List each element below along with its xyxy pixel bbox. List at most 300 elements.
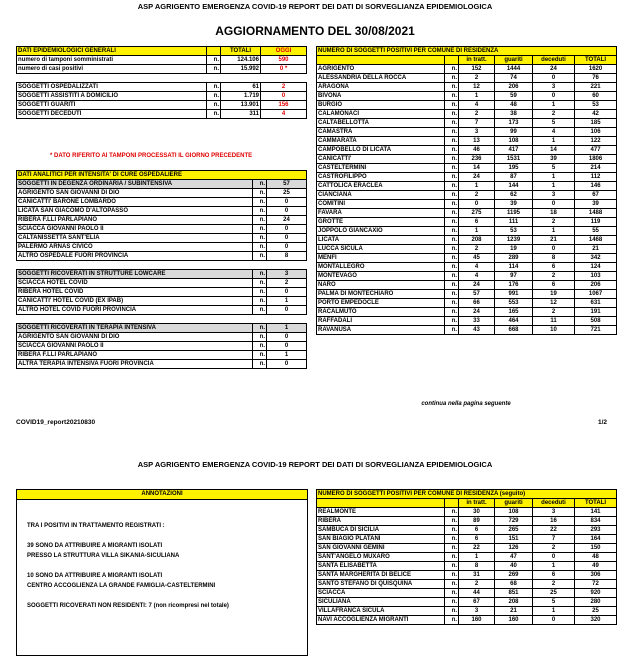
in-trattamento: 24 [459,173,495,182]
row-unit: n. [445,182,459,191]
in-trattamento: 160 [459,616,495,625]
in-trattamento: 24 [459,308,495,317]
row-unit: n. [445,74,459,83]
totali: 25 [575,607,617,616]
row-unit: n. [253,198,267,207]
row-unit: n. [445,218,459,227]
in-trattamento: 6 [459,535,495,544]
totali: 122 [575,137,617,146]
guariti: 1239 [495,236,533,245]
guariti: 53 [495,227,533,236]
guariti: 114 [495,263,533,272]
hospital-row [17,243,307,252]
deceduti: 3 [533,191,575,200]
totali: 1806 [575,155,617,164]
hospital-row [17,225,307,234]
column-header: TOTALI [575,56,617,65]
general-title: DATI EPIDEMIOLOGICI GENERALI [17,47,207,56]
row-unit: n. [445,535,459,544]
totali: 150 [575,544,617,553]
comune-name: NARO [317,281,445,290]
in-trattamento: 30 [459,508,495,517]
deceduti: 4 [533,128,575,137]
guariti: 1195 [495,209,533,218]
hospital-label: SCIACCA GIOVANNI PAOLO II [17,342,253,351]
row-unit: n. [445,571,459,580]
general-row [17,92,307,101]
comune-name: SCIACCA [317,589,445,598]
guariti: 151 [495,535,533,544]
deceduti: 0 [533,553,575,562]
comune-name: BURGIO [317,101,445,110]
totali: 48 [575,553,617,562]
general-footnote: * DATO RIFERITO AI TAMPONI PROCESSATI IL GIORNO PRECEDENTE [50,153,253,159]
comune-row [317,110,617,119]
hospital-row [17,234,307,243]
deceduti: 8 [533,254,575,263]
row-unit: n. [253,333,267,342]
in-trattamento: 66 [459,299,495,308]
row-value: 25 [267,189,307,198]
page1-header: ASP AGRIGENTO EMERGENZA COVID-19 REPORT DEI DATI DI SORVEGLIANZA EPIDEMIOLOGICA [137,2,493,11]
continua-note: continua nella pagina seguente [421,401,511,407]
comune-row [317,209,617,218]
totali: 141 [575,508,617,517]
guariti: 553 [495,299,533,308]
comune-name: ALESSANDRIA DELLA ROCCA [317,74,445,83]
deceduti: 5 [533,598,575,607]
row-unit: n. [445,272,459,281]
deceduti: 24 [533,65,575,74]
guariti: 97 [495,272,533,281]
row-unit: n. [445,200,459,209]
totali: 721 [575,326,617,335]
deceduti: 19 [533,290,575,299]
comune-name: CAMASTRA [317,128,445,137]
in-trattamento: 45 [459,254,495,263]
row-unit: n. [253,252,267,261]
row-total: 15.992 [221,65,261,74]
totali: 60 [575,92,617,101]
hospital-row [17,252,307,261]
totali: 112 [575,173,617,182]
deceduti: 14 [533,146,575,155]
comune-row [317,200,617,209]
analytic-title: DATI ANALITICI PER INTENSITA' DI CURE OSPEDALIERE [17,171,307,180]
comune-name: RIBERA [317,517,445,526]
guariti: 289 [495,254,533,263]
row-unit: n. [445,128,459,137]
column-header: guariti [495,499,533,508]
in-trattamento: 2 [459,110,495,119]
in-trattamento: 6 [459,526,495,535]
totali: 320 [575,616,617,625]
totali: 1488 [575,209,617,218]
totali: 1620 [575,65,617,74]
comune-row [317,218,617,227]
totali: 67 [575,191,617,200]
deceduti: 21 [533,236,575,245]
row-unit: n. [253,342,267,351]
row-unit: n. [207,56,221,65]
hospital-label: CANICATTI' BARONE LOMBARDO [17,198,253,207]
hospital-label: CALTANISSETTA SANT'ELIA [17,234,253,243]
in-trattamento: 44 [459,589,495,598]
totali: 49 [575,562,617,571]
totali: 221 [575,83,617,92]
comune-name: SAMBUCA DI SICILIA [317,526,445,535]
comuni-title-p1: NUMERO DI SOGGETTI POSITIVI PER COMUNE DI RESIDENZA [317,47,617,56]
in-trattamento: 12 [459,83,495,92]
annotazione-line: SOGGETTI RICOVERATI NON RESIDENTI: 7 (non ricompresi nel totale) [27,603,229,609]
guariti: 62 [495,191,533,200]
guariti: 39 [495,200,533,209]
deceduti: 25 [533,589,575,598]
general-row [17,83,307,92]
comune-row [317,290,617,299]
totali: 477 [575,146,617,155]
analytic-table [16,170,307,369]
comune-name: GROTTE [317,218,445,227]
comune-name: SAN GIOVANNI GEMINI [317,544,445,553]
guariti: 668 [495,326,533,335]
deceduti: 22 [533,526,575,535]
comune-row [317,119,617,128]
totali: 42 [575,110,617,119]
general-row [17,65,307,74]
comune-row [317,74,617,83]
guariti: 851 [495,589,533,598]
row-unit: n. [253,288,267,297]
totali: 342 [575,254,617,263]
footer-left: COVID19_report20210830 [16,419,96,426]
row-value: 1 [267,324,307,333]
comune-name: MENFI [317,254,445,263]
row-unit: n. [253,207,267,216]
row-total: 13.901 [221,101,261,110]
hospital-label: ALTRA TERAPIA INTENSIVA FUORI PROVINCIA [17,360,253,369]
comune-row [317,598,617,607]
row-unit: n. [445,146,459,155]
guariti: 74 [495,74,533,83]
comune-row [317,571,617,580]
row-unit: n. [253,243,267,252]
comune-row [317,607,617,616]
comune-row [317,137,617,146]
comune-name: LUCCA SICULA [317,245,445,254]
in-trattamento: 7 [459,119,495,128]
row-unit: n. [445,299,459,308]
row-unit: n. [445,562,459,571]
row-unit: n. [445,598,459,607]
hospital-row [17,351,307,360]
hospital-row [17,189,307,198]
row-total: 124.106 [221,56,261,65]
comune-name: SAN BIAGIO PLATANI [317,535,445,544]
deceduti: 5 [533,119,575,128]
guariti: 21 [495,607,533,616]
in-trattamento: 31 [459,571,495,580]
comune-row [317,83,617,92]
deceduti: 3 [533,83,575,92]
comune-row [317,526,617,535]
row-unit: n. [253,279,267,288]
guariti: 126 [495,544,533,553]
deceduti: 0 [533,616,575,625]
in-trattamento: 67 [459,598,495,607]
section-header-row [17,180,307,189]
comune-row [317,191,617,200]
row-unit: n. [253,360,267,369]
comune-row [317,236,617,245]
in-trattamento: 1 [459,553,495,562]
comune-row [317,317,617,326]
in-trattamento: 14 [459,164,495,173]
annotazione-line: TRA I POSITIVI IN TRATTAMENTO REGISTRATI : [27,523,165,529]
totali: 119 [575,218,617,227]
row-unit: n. [253,189,267,198]
hospital-label: ALTRO OSPEDALE FUORI PROVINCIA [17,252,253,261]
guariti: 206 [495,83,533,92]
in-trattamento: 43 [459,326,495,335]
comune-row [317,263,617,272]
row-unit: n. [207,65,221,74]
hospital-row [17,216,307,225]
row-oggi: 0 * [261,65,307,74]
row-unit: n. [445,317,459,326]
comune-name: SANTA ELISABETTA [317,562,445,571]
row-label: SOGGETTI GUARITI [17,101,207,110]
comune-name: JOPPOLO GIANCAXIO [317,227,445,236]
guariti: 269 [495,571,533,580]
comune-name: MONTEVAGO [317,272,445,281]
comune-name: CANICATTI' [317,155,445,164]
row-unit: n. [253,351,267,360]
row-value: 0 [267,198,307,207]
hospital-row [17,198,307,207]
row-unit: n. [445,616,459,625]
totali: 293 [575,526,617,535]
comune-name: BIVONA [317,92,445,101]
in-trattamento: 152 [459,65,495,74]
totali: 164 [575,535,617,544]
deceduti: 0 [533,200,575,209]
comune-name: CALTABELLOTTA [317,119,445,128]
totali: 214 [575,164,617,173]
comune-row [317,616,617,625]
annotazione-line: 39 SONO DA ATTRIBUIRE A MIGRANTI ISOLATI [27,543,163,549]
guariti: 173 [495,119,533,128]
guariti: 165 [495,308,533,317]
deceduti: 1 [533,182,575,191]
row-oggi: 590 [261,56,307,65]
row-unit: n. [253,234,267,243]
row-unit: n. [207,101,221,110]
comune-name: NAVI ACCOGLIENZA MIGRANTI [317,616,445,625]
row-unit: n. [445,155,459,164]
row-unit: n. [445,164,459,173]
hospital-row [17,279,307,288]
comune-row [317,128,617,137]
hospital-label: AGRIGENTO SAN GIOVANNI DI DIO [17,333,253,342]
row-value: 0 [267,342,307,351]
annotazione-line: 10 SONO DA ATTRIBUIRE A MIGRANTI ISOLATI [27,573,163,579]
guariti: 1531 [495,155,533,164]
row-unit: n. [445,290,459,299]
in-trattamento: 33 [459,317,495,326]
deceduti: 0 [533,92,575,101]
deceduti: 11 [533,317,575,326]
totali: 124 [575,263,617,272]
in-trattamento: 89 [459,517,495,526]
deceduti: 1 [533,607,575,616]
comune-row [317,535,617,544]
deceduti: 1 [533,173,575,182]
hospital-label: SOGGETTI RICOVERATI IN TERAPIA INTENSIVA [17,324,253,333]
comune-row [317,553,617,562]
general-row [17,56,307,65]
totali: 280 [575,598,617,607]
comune-row [317,65,617,74]
guariti: 48 [495,101,533,110]
in-trattamento: 2 [459,191,495,200]
totali: 103 [575,272,617,281]
hospital-label: RIBERA F.LLI PARLAPIANO [17,216,253,225]
guariti: 38 [495,110,533,119]
deceduti: 2 [533,308,575,317]
row-unit: n. [445,209,459,218]
comune-name: RAFFADALI [317,317,445,326]
row-unit: n. [445,607,459,616]
guariti: 160 [495,616,533,625]
in-trattamento: 3 [459,607,495,616]
comune-name: CIANCIANA [317,191,445,200]
comune-name: VILLAFRANCA SICULA [317,607,445,616]
deceduti: 1 [533,137,575,146]
comune-row [317,544,617,553]
deceduti: 1 [533,562,575,571]
deceduti: 10 [533,326,575,335]
row-value: 0 [267,234,307,243]
row-value: 1 [267,351,307,360]
deceduti: 2 [533,580,575,589]
guariti: 729 [495,517,533,526]
row-unit: n. [207,92,221,101]
comune-name: RACALMUTO [317,308,445,317]
column-header: deceduti [533,56,575,65]
totali: 191 [575,308,617,317]
row-unit: n. [445,101,459,110]
row-unit: n. [253,225,267,234]
in-trattamento: 1 [459,182,495,191]
in-trattamento: 3 [459,128,495,137]
guariti: 265 [495,526,533,535]
row-label: numero di casi positivi [17,65,207,74]
row-label: SOGGETTI ASSISTITI A DOMICILIO [17,92,207,101]
totali: 39 [575,200,617,209]
totali: 72 [575,580,617,589]
totali: 306 [575,571,617,580]
hospital-row [17,342,307,351]
comune-name: SANTO STEFANO DI QUISQUINA [317,580,445,589]
comune-name: AGRIGENTO [317,65,445,74]
comune-row [317,580,617,589]
row-unit: n. [445,110,459,119]
row-unit: n. [445,326,459,335]
col-oggi: OGGI [261,47,307,56]
row-value: 3 [267,270,307,279]
row-unit: n. [253,270,267,279]
totali: 21 [575,245,617,254]
in-trattamento: 2 [459,74,495,83]
comune-name: SANT'ANGELO MUXARO [317,553,445,562]
totali: 834 [575,517,617,526]
in-trattamento: 46 [459,146,495,155]
comune-name: SANTA MARGHERITA DI BELICE [317,571,445,580]
col-totali: TOTALI [221,47,261,56]
deceduti: 6 [533,263,575,272]
deceduti: 2 [533,272,575,281]
guariti: 87 [495,173,533,182]
deceduti: 18 [533,209,575,218]
hospital-row [17,360,307,369]
hospital-row [17,297,307,306]
row-value: 57 [267,180,307,189]
row-value: 0 [267,360,307,369]
row-total: 1.719 [221,92,261,101]
totali: 55 [575,227,617,236]
row-unit: n. [445,517,459,526]
row-label: numero di tamponi somministrati [17,56,207,65]
section-header-row [17,324,307,333]
deceduti: 39 [533,155,575,164]
guariti: 1444 [495,65,533,74]
comune-row [317,589,617,598]
totali: 106 [575,128,617,137]
comune-name: LICATA [317,236,445,245]
deceduti: 0 [533,245,575,254]
annotazioni-title: ANNOTAZIONI [17,490,307,500]
page2-header: ASP AGRIGENTO EMERGENZA COVID-19 REPORT DEI DATI DI SORVEGLIANZA EPIDEMIOLOGICA [137,460,493,469]
comuni-title-p2: NUMERO DI SOGGETTI POSITIVI PER COMUNE DI RESIDENZA (seguito) [317,490,617,499]
deceduti: 6 [533,571,575,580]
comune-row [317,308,617,317]
comune-name: CAMMARATA [317,137,445,146]
comune-name: MONTALLEGRO [317,263,445,272]
row-unit: n. [445,173,459,182]
comune-name: SICULIANA [317,598,445,607]
hospital-label: ALTRO HOTEL COVID FUORI PROVINCIA [17,306,253,315]
comune-name: COMITINI [317,200,445,209]
comune-row [317,245,617,254]
comune-row [317,281,617,290]
annotazione-line: CENTRO ACCOGLIENZA LA GRANDE FAMIGLIA-CASTELTERMINI [27,583,216,589]
comune-row [317,508,617,517]
row-value: 1 [267,297,307,306]
comune-name: RAVANUSA [317,326,445,335]
general-data-table [16,46,307,119]
totali: 920 [575,589,617,598]
section-header-row [17,270,307,279]
row-unit: n. [445,263,459,272]
row-unit: n. [445,281,459,290]
row-value: 0 [267,207,307,216]
in-trattamento: 22 [459,544,495,553]
column-header: TOTALI [575,499,617,508]
totali: 185 [575,119,617,128]
comune-row [317,92,617,101]
guariti: 108 [495,137,533,146]
